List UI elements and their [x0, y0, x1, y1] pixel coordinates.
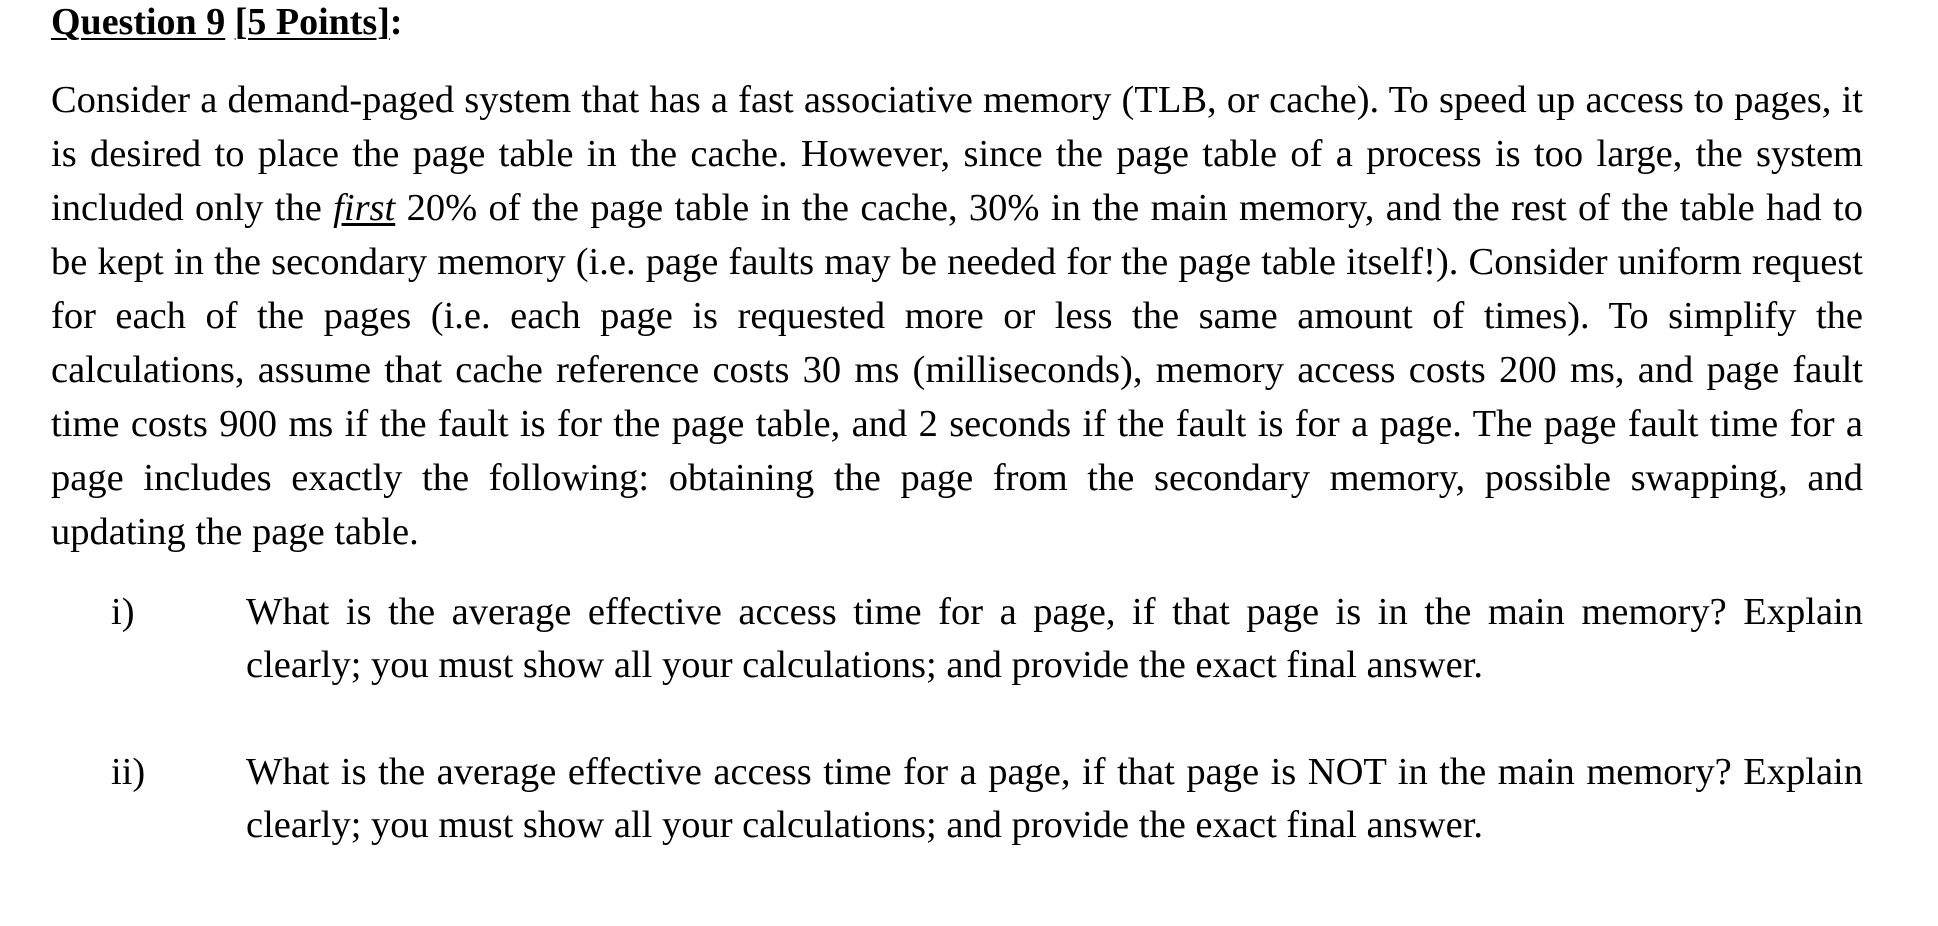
question-heading [51, 0, 1863, 46]
paragraph-part-2: 20% of the page table in the cache, 30% in the main memory, and the rest of the table had to be kept in the secondary memory (i.e. page faults may be needed for the page table itself!). Consider uniform request for each of the pages (i.e. each page is requested more or less the same amount of times). To simplify the calculations, assume that cache reference costs 30 ms (milliseconds), memory access costs 200 ms, and page fault time costs 900 ms if the fault is for the page table, and 2 seconds if the fault is for a page. The page fault time for a page includes exactly the following: obtaining the page from the secondary memory, possible swapping, and updating the page table. [51, 187, 1863, 553]
paragraph-emphasis: first [333, 187, 396, 229]
question-label: Question 9 [51, 1, 226, 43]
subquestion-number: ii) [111, 751, 146, 793]
subquestion-text: What is the average effective access time for a page, if that page is in the main memory? Explain clearly; you must show all your calculations; and provide the exact final answer. [246, 591, 1863, 686]
subquestion-i [51, 586, 1863, 692]
heading-colon: : [389, 1, 403, 43]
question-points: [5 Points] [234, 1, 390, 43]
subquestion-number: i) [111, 591, 135, 633]
subquestion-ii [51, 746, 1863, 852]
document-page [51, 0, 1863, 852]
question-paragraph [51, 73, 1863, 559]
subquestion-text: What is the average effective access time for a page, if that page is NOT in the main memory? Explain clearly; you must show all your calculations; and provide the exact final answer. [246, 751, 1863, 846]
paragraph-part-1: Consider a demand-paged system that has a fast associative memory (TLB, or cache). To speed up access to pages, it is desired to place the page table in the cache. However, since the page table of a process is too large, the system included only the [51, 79, 1863, 229]
